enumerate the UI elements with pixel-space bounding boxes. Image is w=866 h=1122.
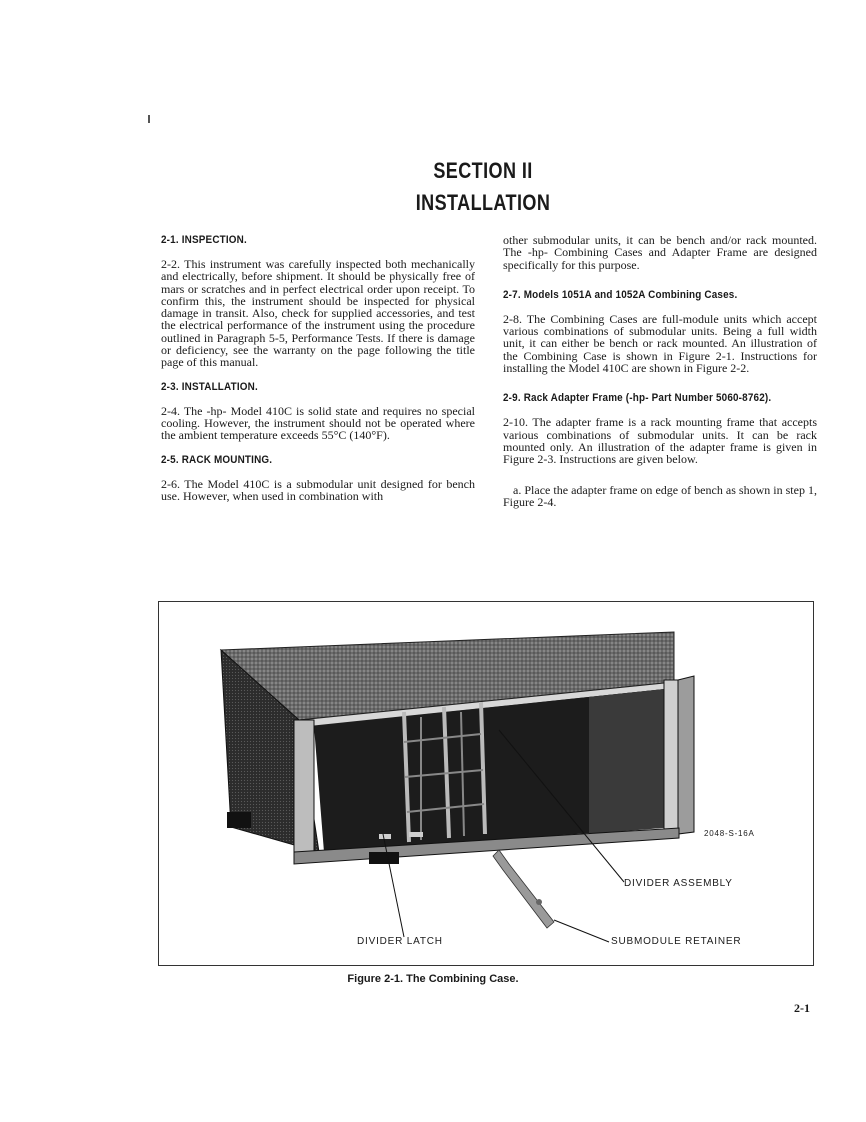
drawing-number: 2048-S-16A	[704, 829, 755, 838]
callout-divider-assembly: DIVIDER ASSEMBLY	[624, 878, 733, 889]
callout-submodule-retainer: SUBMODULE RETAINER	[611, 936, 742, 947]
heading-rack-mounting: 2-5. RACK MOUNTING.	[161, 453, 273, 466]
paragraph-step-a: a. Place the adapter frame on edge of bench as shown in step 1, Figure 2-4.	[503, 482, 817, 509]
paragraph-2-4: 2-4. The -hp- Model 410C is solid state and requires no special cooling. However, the instrument should not be operated where the ambient temperature exceeds 55°C (140°F).	[161, 403, 475, 443]
paragraph-2-6: 2-6. The Model 410C is a submodular unit designed for bench use. However, when used in combination with	[161, 476, 475, 503]
section-number: SECTION II	[433, 158, 533, 183]
heading-inspection: 2-1. INSPECTION.	[161, 234, 247, 246]
figure-2-1	[158, 601, 814, 966]
heading-rack-adapter-frame: 2-9. Rack Adapter Frame (-hp- Part Number 5060-8762).	[503, 392, 772, 405]
paragraph-2-8: 2-8. The Combining Cases are full-module units which accept various combinations of submodular units. Being a full width unit, it can either be bench or rack mounted. An illustration of the Combining Case is shown in Figure 2-1. Instructions for installing the Model 410C are shown in Figure 2-2.	[503, 311, 817, 376]
paragraph-2-10: 2-10. The adapter frame is a rack mounting frame that accepts various combinations of submodular units. It can be rack mounted only. An illustration of the adapter frame is given in Figure 2-3. Instructions are given below.	[503, 415, 817, 467]
section-title: INSTALLATION	[415, 190, 551, 215]
callout-divider-latch: DIVIDER LATCH	[357, 936, 443, 947]
leader-submodule-retainer	[554, 920, 609, 942]
paragraph-2-6-continued: other submodular units, it can be bench and/or rack mounted. The -hp- Combining Cases and Adapter Frame are designed specifically for this purpose.	[503, 233, 817, 272]
heading-installation: 2-3. INSTALLATION.	[161, 380, 258, 393]
combining-case-illustration	[159, 602, 813, 965]
figure-caption: Figure 2-1. The Combining Case.	[347, 973, 519, 985]
heading-combining-cases: 2-7. Models 1051A and 1052A Combining Cases.	[503, 288, 738, 301]
scan-mark	[148, 115, 150, 123]
left-column	[161, 234, 475, 514]
paragraph-2-2: 2-2. This instrument was carefully inspected both mechanically and electrically, before shipment. It should be physically free of mars or scratches and in perfect electrical order upon receipt. To confirm this, the instrument should be inspected for physical damage in transit. Also, check for supplied accessories, and test the electrical performance of the instrument using the procedure outlined in Paragraph 5-5, Performance Tests. If there is damage or deficiency, see the warranty on the page following the title page of this manual.	[161, 257, 475, 370]
page-number: 2-1	[794, 1001, 810, 1015]
right-column	[503, 234, 817, 520]
